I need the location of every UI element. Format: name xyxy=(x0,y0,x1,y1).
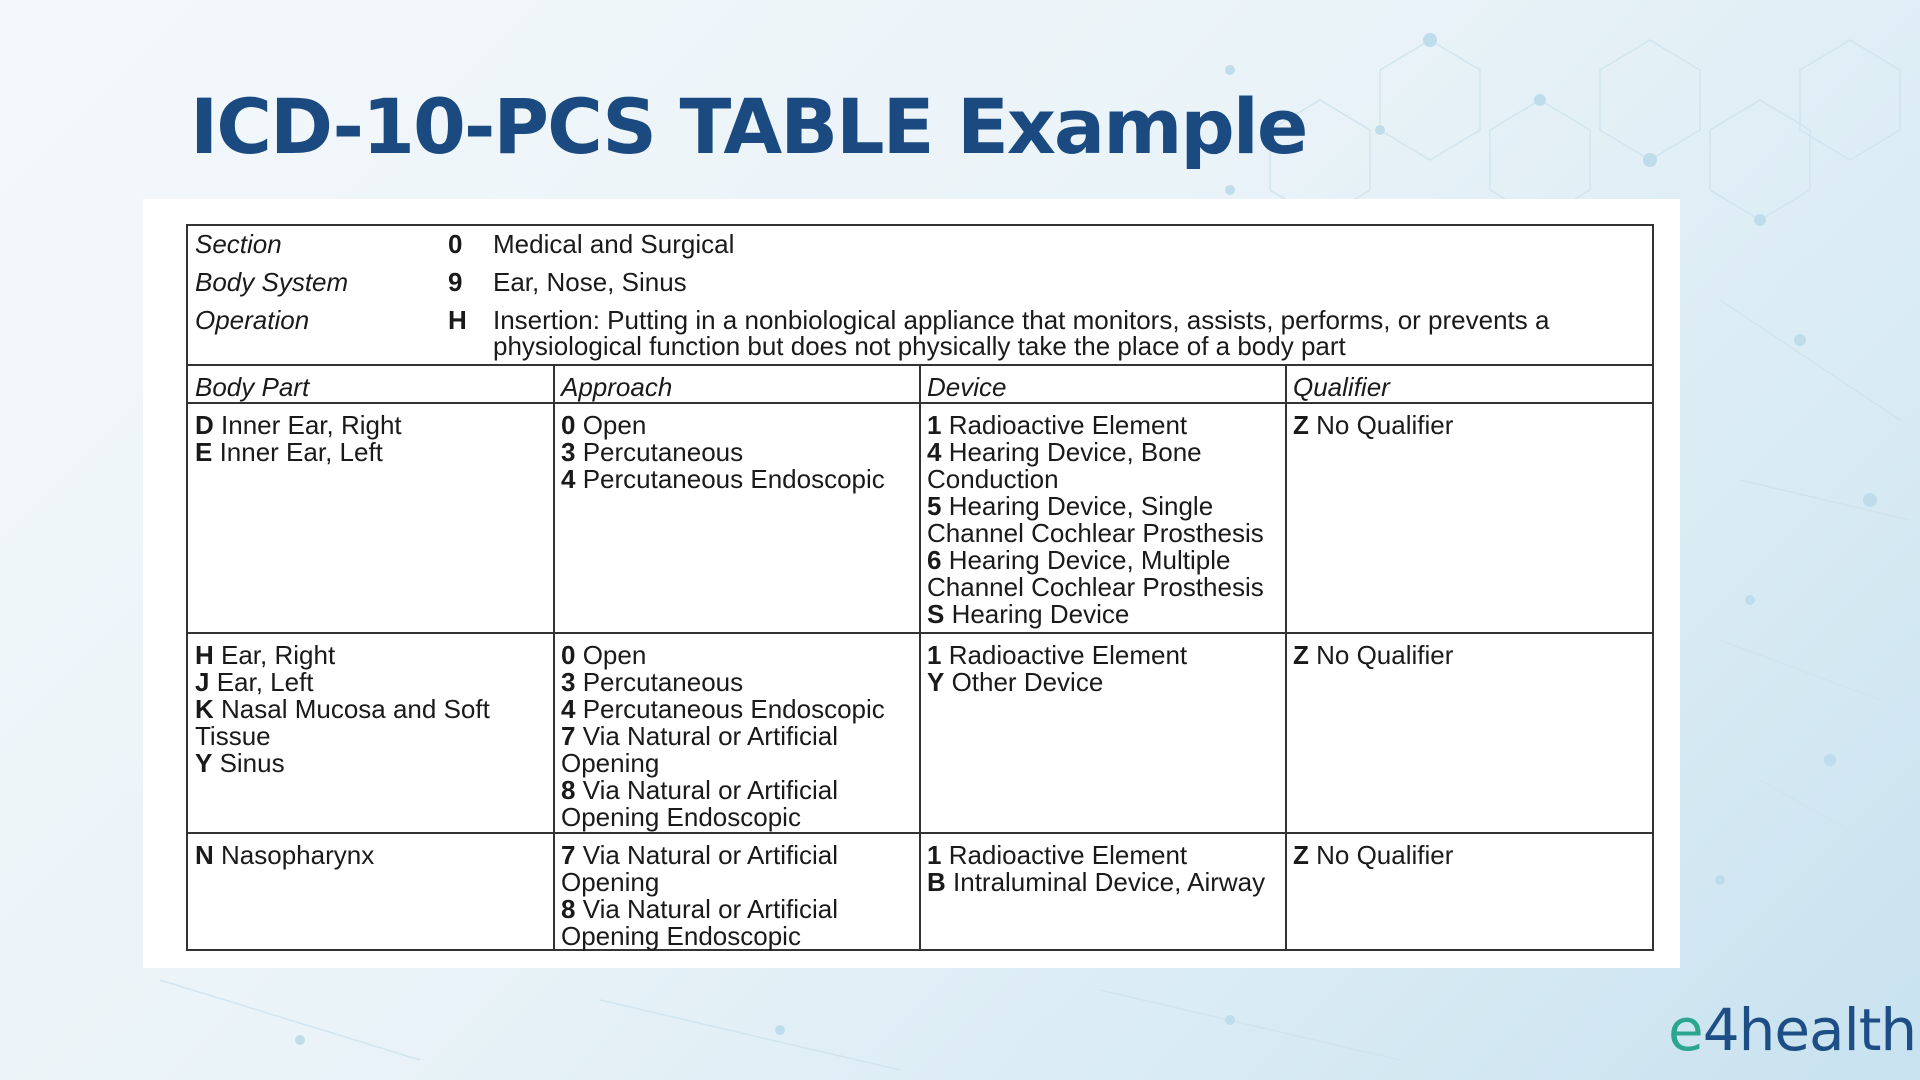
entry-code: 7 xyxy=(561,840,576,870)
table-entry xyxy=(561,750,885,777)
entry-text: Percutaneous xyxy=(575,667,744,697)
table-entry xyxy=(561,412,885,439)
table-entry xyxy=(195,723,490,750)
entry-code: J xyxy=(195,667,210,697)
entry-text: Opening Endoscopic xyxy=(561,921,801,951)
table-cell-device xyxy=(927,842,1265,896)
header-label: Operation xyxy=(195,305,310,335)
table-entry xyxy=(561,777,885,804)
entry-code: K xyxy=(195,694,214,724)
table-entry xyxy=(927,547,1264,574)
entry-text: Intraluminal Device, Airway xyxy=(945,867,1266,897)
table-entry xyxy=(195,412,402,439)
entry-text: Nasopharynx xyxy=(213,840,375,870)
entry-text: No Qualifier xyxy=(1308,640,1454,670)
entry-text: Hearing Device, Multiple xyxy=(941,545,1231,575)
column-divider xyxy=(919,366,921,949)
table-entry xyxy=(561,669,885,696)
entry-code: 4 xyxy=(927,437,942,467)
table-entry xyxy=(195,696,490,723)
table-entry xyxy=(927,669,1187,696)
entry-text: Channel Cochlear Prosthesis xyxy=(927,518,1264,548)
entry-code: Y xyxy=(195,748,213,778)
header-description: Insertion: Putting in a nonbiological appliance that monitors, assists, performs, or prevents a xyxy=(493,305,1550,335)
entry-code: Z xyxy=(1293,640,1309,670)
header-label: Section xyxy=(195,229,282,259)
header-code: 0 xyxy=(448,229,463,259)
entry-code: H xyxy=(195,640,214,670)
slide-title: ICD-10-PCS TABLE Example xyxy=(190,82,1307,171)
entry-text: No Qualifier xyxy=(1308,410,1454,440)
entry-text: Inner Ear, Left xyxy=(212,437,383,467)
table-entry xyxy=(927,439,1264,466)
entry-code: 0 xyxy=(561,410,576,440)
entry-code: B xyxy=(927,867,946,897)
entry-code: 4 xyxy=(561,694,576,724)
entry-text: Conduction xyxy=(927,464,1059,494)
table-cell-qualifier xyxy=(1293,842,1453,869)
table-entry xyxy=(561,696,885,723)
table-entry xyxy=(561,896,838,923)
pcs-table-header xyxy=(188,226,1652,366)
entry-text: Percutaneous Endoscopic xyxy=(575,694,885,724)
entry-code: 8 xyxy=(561,775,576,805)
header-label: Body System xyxy=(195,267,349,297)
entry-code: N xyxy=(195,840,214,870)
entry-code: S xyxy=(927,599,945,629)
entry-code: 6 xyxy=(927,545,942,575)
entry-text: Ear, Left xyxy=(209,667,314,697)
entry-text: Percutaneous Endoscopic xyxy=(575,464,885,494)
entry-text: Sinus xyxy=(212,748,285,778)
table-entry xyxy=(927,869,1265,896)
entry-code: Y xyxy=(927,667,945,697)
table-entry xyxy=(561,642,885,669)
table-cell-body-part xyxy=(195,842,374,869)
header-description: Medical and Surgical xyxy=(493,229,735,259)
entry-code: 3 xyxy=(561,437,576,467)
table-entry xyxy=(561,723,885,750)
table-entry xyxy=(195,750,490,777)
entry-text: Radioactive Element xyxy=(941,840,1188,870)
entry-text: Inner Ear, Right xyxy=(213,410,402,440)
table-cell-approach xyxy=(561,642,885,831)
entry-text: Ear, Right xyxy=(213,640,336,670)
entry-text: Other Device xyxy=(944,667,1104,697)
header-code: 9 xyxy=(448,267,463,297)
entry-text: Via Natural or Artificial xyxy=(575,775,838,805)
entry-text: Open xyxy=(575,640,647,670)
column-header-device: Device xyxy=(927,372,1007,402)
table-entry xyxy=(561,923,838,950)
entry-text: Percutaneous xyxy=(575,437,744,467)
table-entry xyxy=(561,842,838,869)
entry-text: Opening xyxy=(561,867,660,897)
entry-code: 4 xyxy=(561,464,576,494)
table-entry xyxy=(561,466,885,493)
table-cell-qualifier xyxy=(1293,642,1453,669)
column-divider xyxy=(553,366,555,949)
entry-code: Z xyxy=(1293,410,1309,440)
table-panel xyxy=(143,199,1680,968)
entry-code: 7 xyxy=(561,721,576,751)
pcs-table xyxy=(186,224,1654,951)
table-entry xyxy=(927,466,1264,493)
entry-code: Z xyxy=(1293,840,1309,870)
entry-code: 0 xyxy=(561,640,576,670)
entry-text: Via Natural or Artificial xyxy=(575,894,838,924)
table-cell-body-part xyxy=(195,642,490,777)
table-entry xyxy=(927,520,1264,547)
table-entry xyxy=(927,412,1264,439)
row-divider xyxy=(188,632,1652,634)
entry-text: Opening xyxy=(561,748,660,778)
table-cell-approach xyxy=(561,412,885,493)
column-header-approach: Approach xyxy=(561,372,673,402)
table-cell-device xyxy=(927,642,1187,696)
column-header-divider xyxy=(188,402,1652,404)
table-entry xyxy=(195,439,402,466)
table-entry xyxy=(195,642,490,669)
table-entry xyxy=(927,601,1264,628)
entry-text: Radioactive Element xyxy=(941,640,1188,670)
table-cell-qualifier xyxy=(1293,412,1453,439)
entry-text: Hearing Device xyxy=(944,599,1130,629)
entry-text: Tissue xyxy=(195,721,271,751)
entry-text: Radioactive Element xyxy=(941,410,1188,440)
column-header-body-part: Body Part xyxy=(195,372,310,402)
entry-code: 5 xyxy=(927,491,942,521)
table-cell-approach xyxy=(561,842,838,950)
entry-code: E xyxy=(195,437,213,467)
column-divider xyxy=(1285,366,1287,949)
header-description: Ear, Nose, Sinus xyxy=(493,267,687,297)
table-entry xyxy=(1293,842,1453,869)
entry-text: Via Natural or Artificial xyxy=(575,721,838,751)
entry-code: 8 xyxy=(561,894,576,924)
table-entry xyxy=(927,493,1264,520)
table-entry xyxy=(927,842,1265,869)
table-entry xyxy=(1293,642,1453,669)
table-cell-body-part xyxy=(195,412,402,466)
entry-text: Channel Cochlear Prosthesis xyxy=(927,572,1264,602)
row-divider xyxy=(188,832,1652,834)
entry-code: 1 xyxy=(927,640,942,670)
entry-code: 3 xyxy=(561,667,576,697)
entry-code: D xyxy=(195,410,214,440)
entry-text: Opening Endoscopic xyxy=(561,802,801,832)
table-entry xyxy=(195,669,490,696)
column-header-qualifier: Qualifier xyxy=(1293,372,1390,402)
table-entry xyxy=(927,642,1187,669)
entry-text: Open xyxy=(575,410,647,440)
header-description-continued: physiological function but does not physically take the place of a body part xyxy=(493,331,1346,361)
entry-text: Hearing Device, Bone xyxy=(941,437,1202,467)
table-entry xyxy=(561,804,885,831)
table-entry xyxy=(195,842,374,869)
entry-text: No Qualifier xyxy=(1308,840,1454,870)
e4health-logo: e4health xyxy=(1668,996,1917,1064)
entry-code: 1 xyxy=(927,410,942,440)
table-entry xyxy=(561,439,885,466)
table-entry xyxy=(927,574,1264,601)
table-cell-device xyxy=(927,412,1264,628)
entry-text: Nasal Mucosa and Soft xyxy=(213,694,490,724)
table-entry xyxy=(1293,412,1453,439)
entry-text: Via Natural or Artificial xyxy=(575,840,838,870)
entry-code: 1 xyxy=(927,840,942,870)
entry-text: Hearing Device, Single xyxy=(941,491,1214,521)
header-code: H xyxy=(448,305,467,335)
table-entry xyxy=(561,869,838,896)
